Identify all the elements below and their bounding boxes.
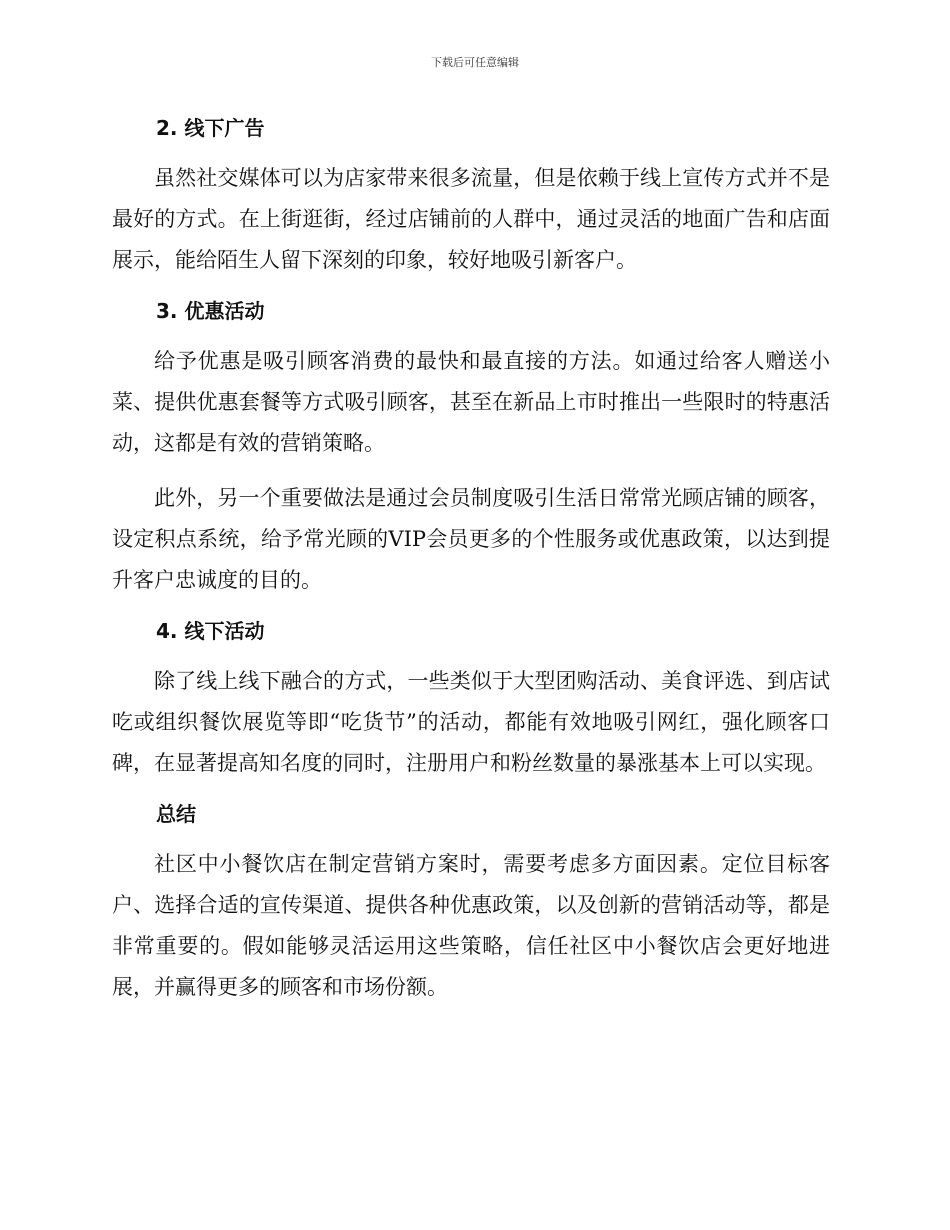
- section-heading-offline-events: 4. 线下活动: [156, 619, 265, 643]
- paragraph: 此外，另一个重要做法是通过会员制度吸引生活日常常光顾店铺的顾客，设定积点系统，给予常光顾的VIP会员更多的个性服务或优惠政策，以达到提升客户忠诚度的目的。: [112, 486, 830, 592]
- section-heading-summary: 总结: [156, 802, 196, 826]
- section-heading-promotions: 3. 优惠活动: [156, 299, 265, 323]
- document-body: [112, 112, 830, 1008]
- section-heading-offline-ads: 2. 线下广告: [156, 116, 265, 140]
- header-note: 下载后可任意编辑: [431, 56, 519, 69]
- paragraph: 虽然社交媒体可以为店家带来很多流量，但是依赖于线上宣传方式并不是最好的方式。在上街逛街，经过店铺前的人群中，通过灵活的地面广告和店面展示，能给陌生人留下深刻的印象，较好地吸引新客户。: [112, 166, 830, 272]
- paragraph: 给予优惠是吸引顾客消费的最快和最直接的方法。如通过给客人赠送小菜、提供优惠套餐等方式吸引顾客，甚至在新品上市时推出一些限时的特惠活动，这都是有效的营销策略。: [112, 349, 830, 455]
- paragraph: 社区中小餐饮店在制定营销方案时，需要考虑多方面因素。定位目标客户、选择合适的宣传渠道、提供各种优惠政策，以及创新的营销活动等，都是非常重要的。假如能够灵活运用这些策略，信任社区中小餐饮店会更好地进展，并赢得更多的顾客和市场份额。: [112, 852, 830, 999]
- paragraph: 除了线上线下融合的方式，一些类似于大型团购活动、美食评选、到店试吃或组织餐饮展览等即“吃货节”的活动，都能有效地吸引网红，强化顾客口碑，在显著提高知名度的同时，注册用户和粉丝数量的暴涨基本上可以实现。: [112, 669, 830, 775]
